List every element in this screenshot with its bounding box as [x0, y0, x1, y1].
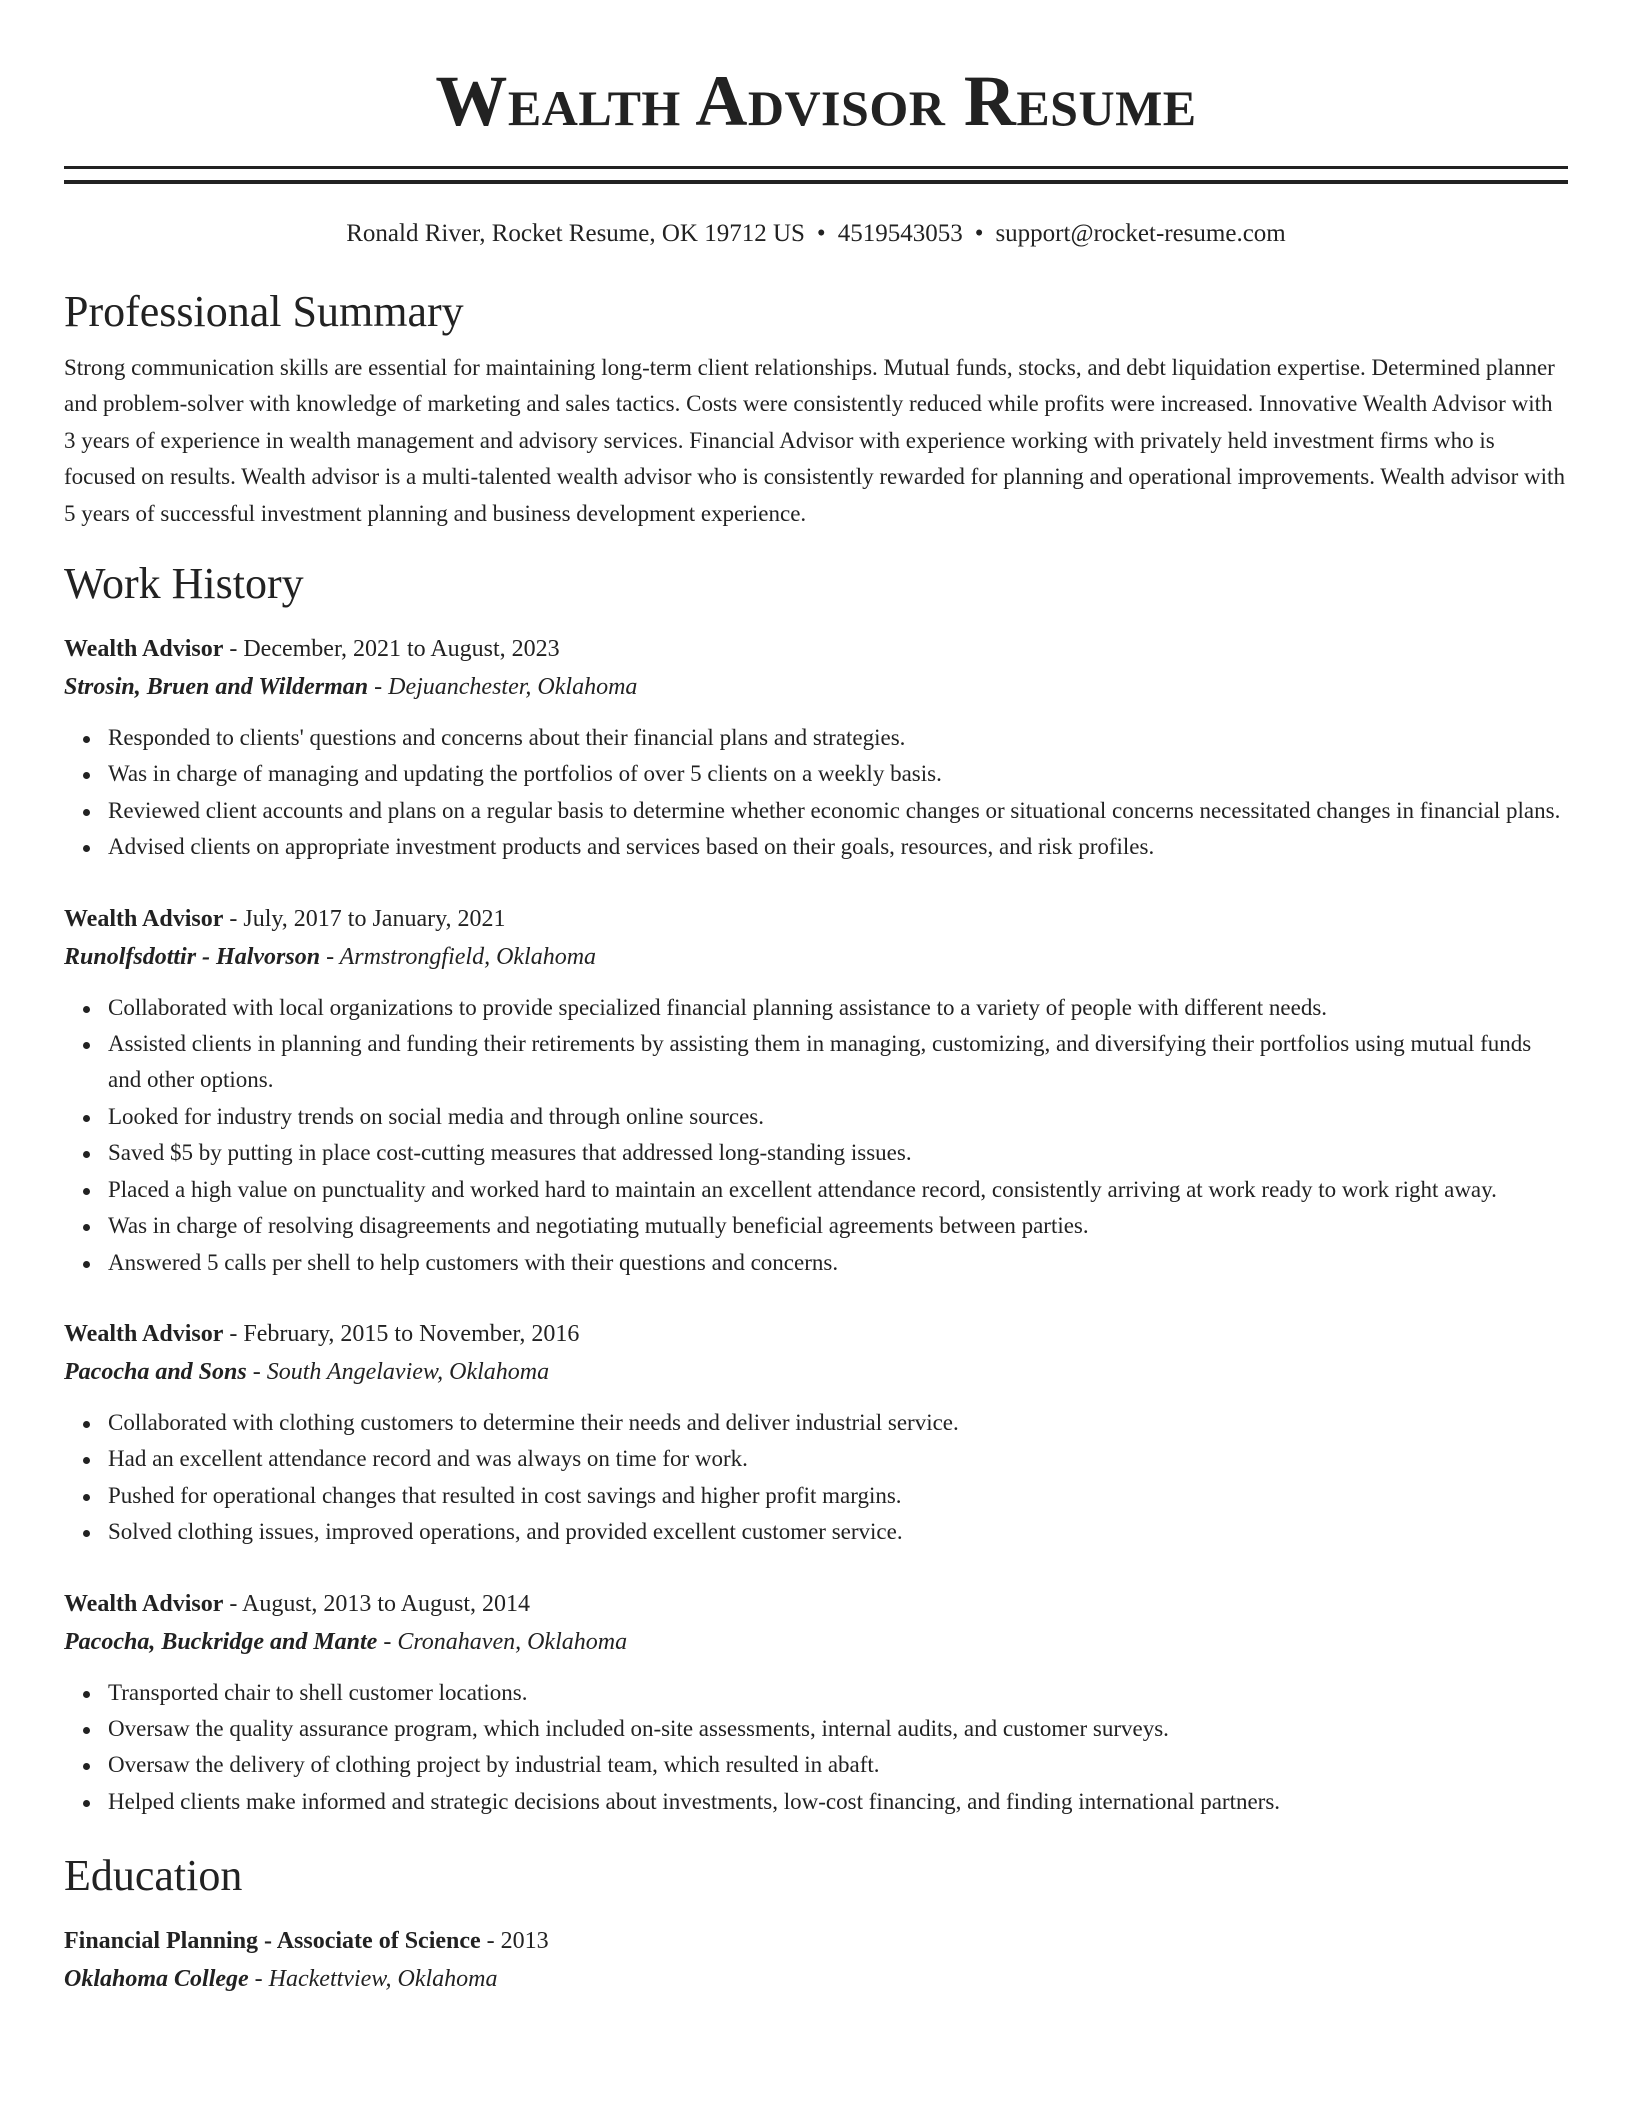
- job-company-line: [64, 668, 1568, 706]
- job-title: Wealth Advisor: [64, 1320, 224, 1347]
- job-bullet-list: [64, 990, 1568, 1281]
- job-bullet: Pushed for operational changes that resulted in cost savings and higher profit margins.: [108, 1478, 1568, 1514]
- job-bullet: Responded to clients' questions and concerns about their financial plans and strategies.: [108, 720, 1568, 756]
- job-company: Pacocha, Buckridge and Mante: [64, 1628, 378, 1655]
- job-entry: [64, 630, 1568, 866]
- job-bullet: Oversaw the delivery of clothing project by industrial team, which resulted in abaft.: [108, 1747, 1568, 1783]
- job-bullet: Advised clients on appropriate investment products and services based on their goals, resources, and risk profiles.: [108, 829, 1568, 865]
- job-bullet: Looked for industry trends on social media and through online sources.: [108, 1099, 1568, 1135]
- job-bullet: Collaborated with clothing customers to determine their needs and deliver industrial service.: [108, 1405, 1568, 1441]
- job-title-line: [64, 900, 1568, 938]
- resume-title: Wealth Advisor Resume: [435, 61, 1197, 141]
- job-bullet: Transported chair to shell customer locations.: [108, 1675, 1568, 1711]
- job-title: Wealth Advisor: [64, 1590, 224, 1617]
- job-bullet-list: [64, 1405, 1568, 1551]
- job-title-line: [64, 630, 1568, 668]
- contact-line: [64, 216, 1568, 252]
- education-school: Oklahoma College: [64, 1966, 249, 1993]
- job-bullet: Helped clients make informed and strategic decisions about investments, low-cost financing, and finding international partners.: [108, 1784, 1568, 1820]
- contact-separator: •: [974, 220, 984, 247]
- education-location: - Hackettview, Oklahoma: [248, 1966, 498, 1993]
- job-dates: - December, 2021 to August, 2023: [223, 636, 560, 663]
- job-bullet: Solved clothing issues, improved operations, and provided excellent customer service.: [108, 1514, 1568, 1550]
- job-bullet: Was in charge of managing and updating the portfolios of over 5 clients on a weekly basis.: [108, 756, 1568, 792]
- job-bullet: Saved $5 by putting in place cost-cutting measures that addressed long-standing issues.: [108, 1135, 1568, 1171]
- job-company: Pacocha and Sons: [64, 1358, 247, 1385]
- job-dates: - August, 2013 to August, 2014: [223, 1590, 531, 1617]
- job-bullet: Was in charge of resolving disagreements and negotiating mutually beneficial agreements between parties.: [108, 1208, 1568, 1244]
- job-company: Runolfsdottir - Halvorson: [64, 943, 321, 970]
- job-bullet: Had an excellent attendance record and was always on time for work.: [108, 1441, 1568, 1477]
- job-bullet: Answered 5 calls per shell to help customers with their questions and concerns.: [108, 1245, 1568, 1281]
- job-bullet: Placed a high value on punctuality and worked hard to maintain an excellent attendance record, consistently arriving at work ready to work right away.: [108, 1172, 1568, 1208]
- job-bullet-list: [64, 720, 1568, 866]
- summary-text: Strong communication skills are essential for maintaining long-term client relationships. Mutual funds, stocks, and debt liquidation expertise. Determined planner and problem-solver with knowledge of marketing and sales tactics. Costs were consistently reduced while profits were increased. Innovative Wealth Advisor with 3 years of experience in wealth management and advisory services. Financial Advisor with experience working with privately held investment firms who is focused on results. Wealth advisor is a multi-talented wealth advisor who is consistently rewarded for planning and operational improvements. Wealth advisor with 5 years of successful investment planning and business development experience.: [64, 355, 1565, 526]
- job-title: Wealth Advisor: [64, 636, 224, 663]
- job-bullet: Collaborated with local organizations to provide specialized financial planning assistance to a variety of people with different needs.: [108, 990, 1568, 1026]
- job-title-line: [64, 1315, 1568, 1353]
- education-degree-line: [64, 1922, 1568, 1960]
- contact-phone: 4519543053: [837, 220, 963, 247]
- education-year: - 2013: [480, 1928, 549, 1955]
- education-degree: Financial Planning - Associate of Science: [64, 1928, 481, 1955]
- education-heading: Education: [64, 1851, 243, 1901]
- education-entry: [64, 1922, 1568, 1998]
- work-history-heading: Work History: [64, 559, 304, 609]
- job-location: - Armstrongfield, Oklahoma: [320, 943, 597, 970]
- job-company-line: [64, 1623, 1568, 1661]
- job-company: Strosin, Bruen and Wilderman: [64, 674, 369, 701]
- contact-address: Ronald River, Rocket Resume, OK 19712 US: [346, 220, 805, 247]
- job-bullet: Assisted clients in planning and funding their retirements by assisting them in managing, customizing, and diversifying their portfolios using mutual funds and other options.: [108, 1026, 1568, 1099]
- job-location: - Dejuanchester, Oklahoma: [368, 674, 638, 701]
- job-bullet: Oversaw the quality assurance program, which included on-site assessments, internal audits, and customer surveys.: [108, 1711, 1568, 1747]
- job-title-line: [64, 1585, 1568, 1623]
- job-company-line: [64, 938, 1568, 976]
- job-dates: - February, 2015 to November, 2016: [223, 1320, 580, 1347]
- job-dates: - July, 2017 to January, 2021: [223, 905, 506, 932]
- title-double-rule: [64, 166, 1568, 184]
- job-bullet: Reviewed client accounts and plans on a regular basis to determine whether economic changes or situational concerns necessitated changes in financial plans.: [108, 793, 1568, 829]
- job-company-line: [64, 1353, 1568, 1391]
- contact-email: support@rocket-resume.com: [995, 220, 1286, 247]
- job-title: Wealth Advisor: [64, 905, 224, 932]
- education-school-line: [64, 1960, 1568, 1998]
- job-entry: [64, 1585, 1568, 1821]
- summary-heading: Professional Summary: [64, 287, 464, 336]
- job-bullet-list: [64, 1675, 1568, 1821]
- job-location: - South Angelaview, Oklahoma: [246, 1358, 550, 1385]
- job-entry: [64, 1315, 1568, 1551]
- job-location: - Cronahaven, Oklahoma: [377, 1628, 628, 1655]
- job-entry: [64, 900, 1568, 1281]
- contact-separator: •: [816, 220, 826, 247]
